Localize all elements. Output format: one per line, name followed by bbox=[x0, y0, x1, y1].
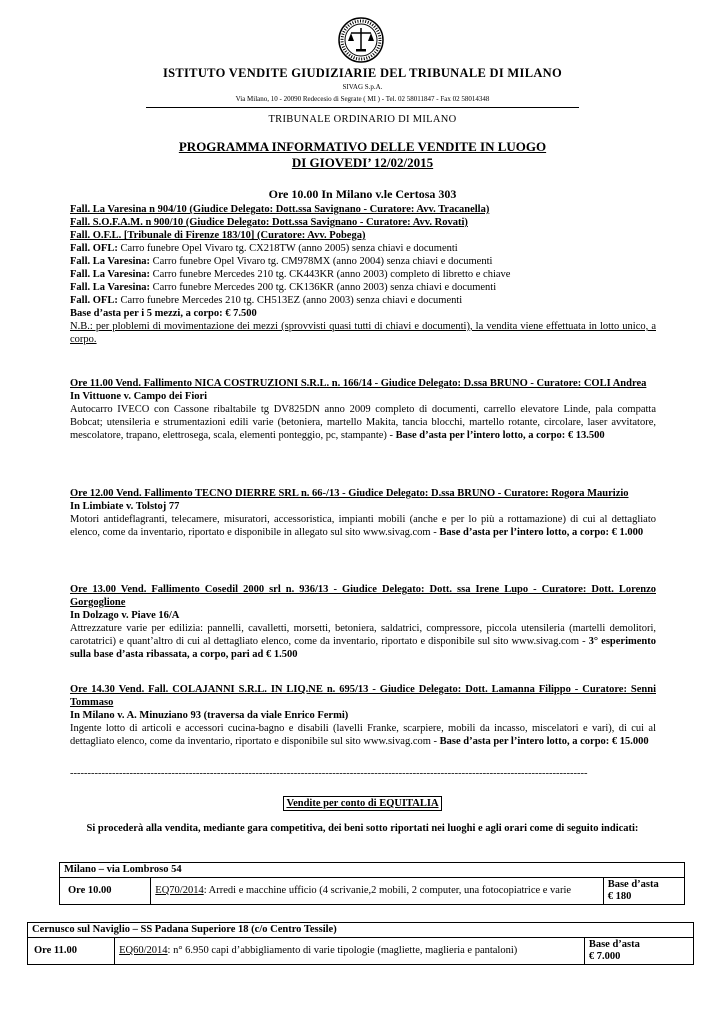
table-description: EQ60/2014: n° 6.950 capi d’abbigliamento di varie tipologie (magliette, maglieria e pantaloni) bbox=[115, 938, 585, 965]
table-row bbox=[28, 923, 694, 938]
base-price: Base d’asta per i 5 mezzi, a corpo: € 7.500 bbox=[70, 308, 257, 319]
sale-location: In Milano v. A. Minuziano 93 (traversa da viale Enrico Fermi) bbox=[70, 710, 349, 721]
title-line-2: DI GIOVEDI’ 12/02/2015 bbox=[291, 155, 434, 170]
sale-description: Autocarro IVECO con Cassone ribaltabile tg DV825DN anno 2009 completo di documenti, carrello elevatore Linde, pala compatta Bobcat; utensileria e strumentazioni edili varie (betoniera, martello Makita, tancia blocchi, martello rotante, circolare, laser avvitatore, mescolatore, trapano, elettrosega, scala, elementi ponteggio, pc, stampante) - Base d’asta per l’intero lotto, a corpo: € 13.500 bbox=[70, 404, 656, 441]
equitalia-intro: Si procederà alla vendita, mediante gara competitiva, dei beni sotto riportati nei luoghi e agli orari come di seguito indicati: bbox=[86, 823, 639, 834]
sale-heading: Ore 12.00 Vend. Fallimento TECNO DIERRE SRL n. 66-/13 - Giudice Delegato: D.ssa BRUNO - Curatore: Rogora Maurizio bbox=[70, 488, 629, 499]
section4 bbox=[70, 583, 656, 661]
table-location: Milano – via Lombroso 54 bbox=[60, 863, 685, 878]
base-price: 3° esperimento sulla base d’asta ribassata, a corpo, pari ad € 1.500 bbox=[70, 636, 656, 660]
table-row bbox=[60, 878, 685, 905]
section1-body bbox=[70, 203, 656, 346]
lot-code: EQ70/2014 bbox=[155, 885, 204, 896]
table-row bbox=[28, 938, 694, 965]
header-divider bbox=[146, 107, 579, 108]
fallimento-la-varesina: Fall. La Varesina n 904/10 (Giudice Delegato: Dott.ssa Savignano - Curatore: Avv. Tracanella) bbox=[70, 204, 490, 215]
base-price: Base d’asta per l’intero lotto, a corpo: € 15.000 bbox=[439, 736, 649, 747]
table-time: Ore 10.00 bbox=[60, 878, 151, 905]
section3 bbox=[70, 487, 656, 539]
document-title bbox=[0, 139, 725, 171]
fallimento-ofl: Fall. O.F.L. [Tribunale di Firenze 183/10] (Curatore: Avv. Pobega) bbox=[70, 230, 366, 241]
note: N.B.: per ploblemi di movimentazione dei mezzi (sprovvisti quasi tutti di chiavi e documenti), la vendita viene effettuata in lotto unico, a corpo. bbox=[70, 321, 656, 345]
sale-description: Attrezzature varie per edilizia: pannelli, cavalletti, morsetti, betoniera, saldatrici, compressore, piccola utensileria (martelli demolitori, carotatrici) e quant’altro di cui al dettagliato elenco, come da inventario, riportato e disponibile sul sito www.sivag.com - 3° esperimento sulla base d’asta ribassata, a corpo, pari ad € 1.500 bbox=[70, 623, 656, 660]
base-price: Base d’asta per l’intero lotto, a corpo: € 13.500 bbox=[395, 430, 605, 441]
sale-location: In Vittuone v. Campo dei Fiori bbox=[70, 391, 208, 402]
dashed-separator: ---------------------------------------------------------------------------------------------------------------------------------------------------- bbox=[70, 768, 588, 779]
lot-item: Fall. La Varesina: Carro funebre Mercedes 210 tg. CK443KR (anno 2003) completo di libretto e chiave bbox=[70, 269, 511, 280]
table-row bbox=[60, 863, 685, 878]
equitalia-table-milano bbox=[59, 862, 685, 905]
sale-heading: Ore 13.00 Vend. Fallimento Cosedil 2000 srl n. 936/13 - Giudice Delegato: Dott. ssa Irene Lupo - Curatore: Dott. Lorenzo Gorgoglione bbox=[70, 584, 656, 608]
sale-heading: Ore 11.00 Vend. Fallimento NICA COSTRUZIONI S.R.L. n. 166/14 - Giudice Delegato: D.ssa BRUNO - Curatore: COLI Andrea bbox=[70, 378, 647, 389]
title-line-1: PROGRAMMA INFORMATIVO DELLE VENDITE IN LUOGO bbox=[178, 139, 547, 154]
institute-name: ISTITUTO VENDITE GIUDIZIARIE DEL TRIBUNALE DI MILANO bbox=[162, 66, 563, 80]
lot-item: Fall. La Varesina: Carro funebre Opel Vivaro tg. CM978MX (anno 2004) senza chiavi e documenti bbox=[70, 256, 493, 267]
table-base-price: Base d’asta € 7.000 bbox=[584, 938, 693, 965]
court-seal-icon bbox=[338, 17, 384, 63]
section1-heading: Ore 10.00 In Milano v.le Certosa 303 bbox=[268, 187, 457, 201]
equitalia-title: Vendite per conto di EQUITALIA bbox=[283, 796, 441, 811]
sale-description: Motori antideflagranti, telecamere, misuratori, accessoristica, impianti mobili (anche e per lo più a rottamazione) di cui al dettagliato elenco, come da inventario, riportato e disponibile in allegato sul sito www.sivag.com - Base d’asta per l’intero lotto, a corpo: € 1.000 bbox=[70, 514, 656, 538]
base-price: Base d’asta per l’intero lotto, a corpo: € 1.000 bbox=[439, 527, 644, 538]
fallimento-sofam: Fall. S.O.F.A.M. n 900/10 (Giudice Delegato: Dott.ssa Savignano - Curatore: Avv. Rovati) bbox=[70, 217, 468, 228]
sale-description: Ingente lotto di articoli e accessori cucina-bagno e disabili (lavelli Franke, scarpiere, mobili da incasso, miscelatori e vari), di cui al dettagliato elenco, come da inventario, riportato e disponibile sul sito www.sivag.com - Base d’asta per l’intero lotto, a corpo: € 15.000 bbox=[70, 723, 656, 747]
sale-heading: Ore 14.30 Vend. Fall. COLAJANNI S.R.L. IN LIQ.NE n. 695/13 - Giudice Delegato: Dott. Lamanna Filippo - Curatore: Senni Tommaso bbox=[70, 684, 656, 708]
sale-location: In Limbiate v. Tolstoj 77 bbox=[70, 501, 180, 512]
section5 bbox=[70, 683, 656, 748]
company-name: SIVAG S.p.A. bbox=[342, 83, 383, 91]
sale-location: In Dolzago v. Piave 16/A bbox=[70, 610, 180, 621]
lot-item: Fall. OFL: Carro funebre Opel Vivaro tg. CX218TW (anno 2005) senza chiavi e documenti bbox=[70, 243, 458, 254]
lot-code: EQ60/2014 bbox=[119, 945, 168, 956]
company-address: Via Milano, 10 - 20090 Redecesio di Segrate ( MI ) - Tel. 02 58011847 - Fax 02 58014348 bbox=[235, 95, 490, 103]
lot-item: Fall. OFL: Carro funebre Mercedes 210 tg. CH513EZ (anno 2003) senza chiavi e documenti bbox=[70, 295, 463, 306]
lot-item: Fall. La Varesina: Carro funebre Mercedes 200 tg. CK136KR (anno 2003) senza chiavi e documenti bbox=[70, 282, 497, 293]
section2 bbox=[70, 377, 656, 442]
table-description: EQ70/2014: Arredi e macchine ufficio (4 scrivanie,2 mobili, 2 computer, una fotocopiatrice e varie bbox=[151, 878, 603, 905]
table-time: Ore 11.00 bbox=[28, 938, 115, 965]
table-base-price: Base d’asta € 180 bbox=[603, 878, 684, 905]
tribunal-name: TRIBUNALE ORDINARIO DI MILANO bbox=[268, 114, 457, 125]
table-location: Cernusco sul Naviglio – SS Padana Superiore 18 (c/o Centro Tessile) bbox=[28, 923, 694, 938]
equitalia-table-cernusco bbox=[27, 922, 694, 965]
equitalia-title-wrap bbox=[0, 793, 725, 811]
